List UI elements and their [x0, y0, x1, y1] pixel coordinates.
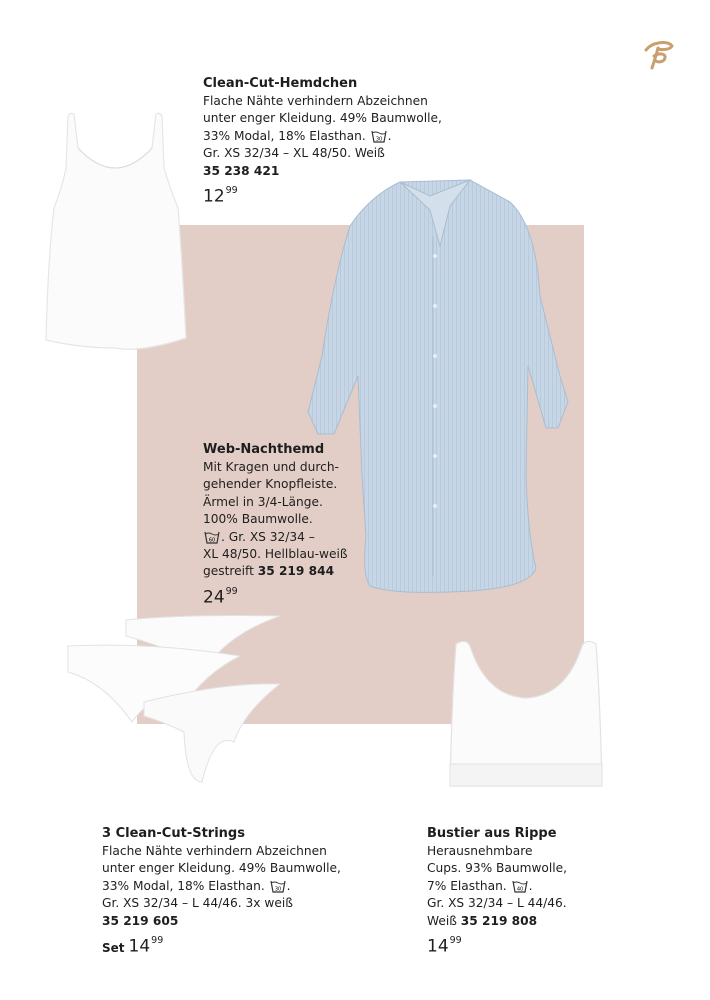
strings-desc-line4: Gr. XS 32/34 – L 44/46. 3x weiß — [102, 896, 293, 911]
nachthemd-desc-line2: gehender Knopfleiste. — [203, 477, 338, 492]
wash-40-icon — [512, 880, 528, 893]
bustier-price-cents: 99 — [449, 935, 462, 947]
nachthemd-size-text: . Gr. XS 32/34 – — [221, 529, 315, 544]
nachthemd-desc-line6: XL 48/50. Hellblau-weiß — [203, 547, 348, 562]
wash-30-icon — [371, 130, 387, 143]
wash-30-icon — [270, 880, 286, 893]
strings-material-text: 33% Modal, 18% Elasthan. — [102, 878, 265, 893]
hemdchen-title: Clean-Cut-Hemdchen — [203, 76, 358, 91]
strings-set-label: Set — [102, 940, 125, 955]
wash-30-label: 30 — [274, 886, 281, 893]
bustier-text-block — [427, 824, 567, 957]
nachthemd-price — [203, 585, 238, 607]
nachthemd-price-main: 24 — [203, 587, 225, 608]
hemdchen-material-text: 33% Modal, 18% Elasthan. — [203, 128, 366, 143]
nachthemd-title: Web-Nachthemd — [203, 442, 325, 457]
bustier-material-text: 7% Elasthan. — [427, 878, 507, 893]
nachthemd-price-cents: 99 — [225, 585, 238, 597]
bustier-desc-line3 — [427, 878, 567, 895]
bustier-price-main: 14 — [427, 936, 449, 957]
hemdchen-desc-line4: Gr. XS 32/34 – XL 48/50. Weiß — [203, 146, 385, 161]
strings-price-main: 14 — [128, 936, 151, 957]
hemdchen-desc-line2: unter enger Kleidung. 49% Baumwolle, — [203, 111, 442, 126]
strings-price — [102, 934, 163, 957]
nachthemd-desc-line3: Ärmel in 3/4-Länge. — [203, 494, 323, 509]
strings-price-cents: 99 — [151, 935, 164, 947]
hemdchen-price — [203, 184, 238, 206]
wash-30-label: 30 — [375, 136, 382, 143]
tchibo-logo-icon — [640, 36, 676, 72]
nachthemd-stripe-text: gestreift — [203, 564, 254, 579]
strings-desc-line3 — [102, 878, 341, 895]
hemdchen-text-block — [203, 74, 442, 207]
hemdchen-desc-line1: Flache Nähte verhindern Abzeichnen — [203, 94, 428, 108]
hemdchen-article-number: 35 238 421 — [203, 163, 280, 178]
hemdchen-price-cents: 99 — [225, 185, 238, 197]
strings-desc-line2: unter enger Kleidung. 49% Baumwolle, — [102, 861, 341, 876]
nachthemd-desc-line7 — [203, 563, 348, 580]
tank-top-image — [40, 108, 190, 358]
nachthemd-desc-line5 — [203, 529, 348, 546]
hemdchen-desc-line3 — [203, 128, 442, 145]
strings-title: 3 Clean-Cut-Strings — [102, 826, 245, 841]
bustier-article-number: 35 219 808 — [460, 913, 538, 928]
wash-60-label: 60 — [208, 537, 216, 544]
bustier-color-text: Weiß — [427, 913, 457, 928]
nachthemd-text-block — [203, 440, 348, 608]
bustier-image — [446, 636, 606, 788]
strings-desc-line1: Flache Nähte verhindern Abzeichnen — [102, 844, 327, 858]
bustier-desc-line4: Gr. XS 32/34 – L 44/46. — [427, 896, 567, 911]
bustier-desc-line1: Herausnehmbare — [427, 844, 533, 858]
nachthemd-desc-line4: 100% Baumwolle. — [203, 512, 313, 527]
bustier-title: Bustier aus Rippe — [427, 826, 557, 841]
bustier-period: . — [528, 878, 533, 893]
bustier-price — [427, 934, 462, 956]
bustier-desc-line5 — [427, 913, 567, 930]
wash-60-icon — [204, 531, 220, 544]
strings-text-block — [102, 824, 341, 957]
strings-article-number: 35 219 605 — [102, 913, 179, 928]
strings-period: . — [286, 878, 291, 893]
bustier-desc-line2: Cups. 93% Baumwolle, — [427, 861, 568, 876]
hemdchen-price-main: 12 — [203, 186, 225, 207]
wash-40-label: 40 — [516, 886, 523, 893]
nachthemd-desc-line1: Mit Kragen und durch- — [203, 460, 339, 474]
hemdchen-period: . — [387, 128, 392, 143]
strings-image — [64, 612, 294, 788]
nachthemd-article-number: 35 219 844 — [257, 564, 335, 579]
